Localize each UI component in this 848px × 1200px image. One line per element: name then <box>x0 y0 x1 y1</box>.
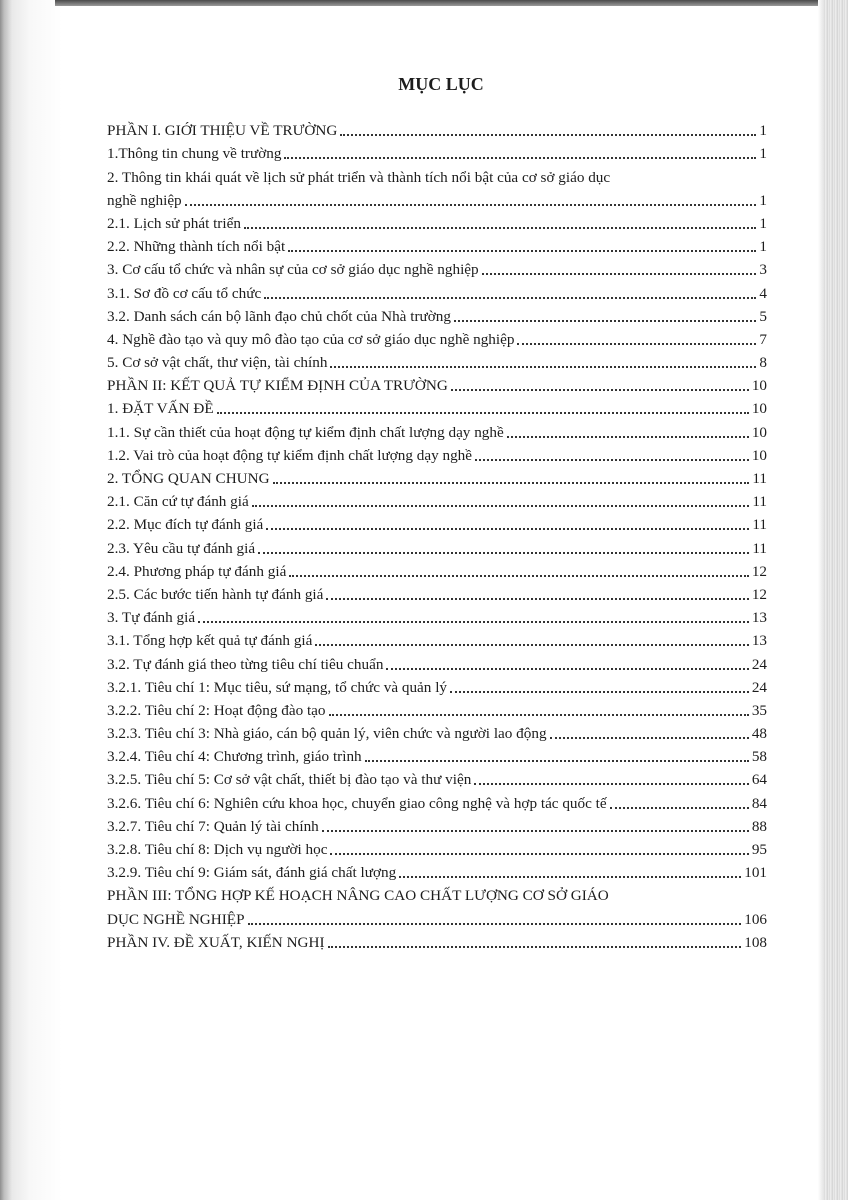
toc-dot-leader <box>252 505 750 507</box>
toc-entry[interactable] <box>107 279 767 302</box>
toc-entry[interactable] <box>107 163 767 209</box>
toc-entry-page-number: 24 <box>751 678 767 696</box>
toc-dot-leader <box>330 853 748 855</box>
toc-entry-page-number: 12 <box>751 585 767 603</box>
toc-dot-leader <box>288 250 756 252</box>
toc-entry-page-number: 58 <box>751 748 767 766</box>
toc-dot-leader <box>289 575 749 577</box>
toc-entry-page-number: 1 <box>759 145 767 163</box>
toc-entry-page-number: 84 <box>751 794 767 812</box>
scan-left-edge <box>0 0 62 1200</box>
toc-entry-label: 3. Tự đánh giá <box>107 609 196 627</box>
toc-entry-page-number: 10 <box>751 423 767 441</box>
toc-dot-leader <box>315 644 748 646</box>
toc-dot-leader <box>365 760 749 762</box>
toc-entry-label: 3.2.7. Tiêu chí 7: Quản lý tài chính <box>107 817 319 835</box>
toc-dot-leader <box>451 389 749 391</box>
toc-entry-label: 2.4. Phương pháp tự đánh giá <box>107 562 287 580</box>
toc-dot-leader <box>198 621 749 623</box>
toc-entry[interactable] <box>107 674 767 697</box>
toc-entry-page-number: 7 <box>759 330 767 348</box>
toc-dot-leader <box>482 273 757 275</box>
toc-entry-page-number: 12 <box>751 562 767 580</box>
toc-entry-page-number: 11 <box>752 516 767 534</box>
toc-entry[interactable] <box>107 697 767 720</box>
toc-entry-page-number: 11 <box>752 493 767 511</box>
toc-dot-leader <box>340 134 756 136</box>
toc-entry-label: 1.Thông tin chung về trường <box>107 145 282 163</box>
scan-top-edge <box>55 0 825 6</box>
toc-dot-leader <box>507 436 749 438</box>
toc-entry[interactable] <box>107 372 767 395</box>
toc-entry[interactable] <box>107 442 767 465</box>
toc-entry-page-number: 4 <box>759 284 767 302</box>
toc-entry-page-number: 10 <box>751 377 767 395</box>
toc-entry[interactable] <box>107 326 767 349</box>
toc-entry-page-number: 48 <box>751 725 767 743</box>
toc-list <box>107 117 767 952</box>
toc-entry[interactable] <box>107 836 767 859</box>
toc-dot-leader <box>248 923 742 925</box>
toc-entry-page-number: 24 <box>751 655 767 673</box>
toc-dot-leader <box>273 482 750 484</box>
toc-dot-leader <box>330 366 756 368</box>
toc-entry-page-number: 11 <box>752 470 767 487</box>
toc-entry[interactable] <box>107 488 767 511</box>
toc-entry-label: 2.3. Yêu cầu tự đánh giá <box>107 539 256 557</box>
toc-entry[interactable] <box>107 789 767 812</box>
toc-dot-leader <box>185 204 757 206</box>
toc-entry[interactable] <box>107 813 767 836</box>
toc-entry-label: 3.2. Tự đánh giá theo từng tiêu chí tiêu chuẩn <box>107 655 384 673</box>
toc-entry-label: 2.1. Lịch sử phát triển <box>107 214 241 232</box>
toc-dot-leader <box>386 668 748 670</box>
toc-entry-label: 1.1. Sự cần thiết của hoạt động tự kiểm định chất lượng dạy nghề <box>107 423 504 441</box>
toc-entry-page-number: 101 <box>744 864 767 882</box>
toc-entry-page-number: 8 <box>759 354 767 372</box>
toc-entry-page-number: 11 <box>752 539 767 557</box>
toc-entry-label: 3.2. Danh sách cán bộ lãnh đạo chủ chốt của Nhà trường <box>107 307 451 325</box>
toc-entry-label: DỤC NGHỀ NGHIỆP <box>107 910 245 928</box>
toc-entry[interactable] <box>107 233 767 256</box>
toc-entry-label: PHẦN II: KẾT QUẢ TỰ KIỂM ĐỊNH CỦA TRƯỜNG <box>107 377 448 395</box>
toc-dot-leader <box>454 320 756 322</box>
toc-entry-label: nghề nghiệp <box>107 191 182 209</box>
toc-entry-page-number: 64 <box>751 771 767 789</box>
toc-dot-leader <box>550 737 749 739</box>
toc-entry[interactable] <box>107 465 767 488</box>
toc-entry[interactable] <box>107 303 767 326</box>
toc-entry-label-line1: PHẦN III: TỔNG HỢP KẾ HOẠCH NÂNG CAO CHẤT LƯỢNG CƠ SỞ GIÁO <box>107 887 609 905</box>
toc-entry-label: 3.2.3. Tiêu chí 3: Nhà giáo, cán bộ quản lý, viên chức và người lao động <box>107 725 547 743</box>
toc-entry[interactable] <box>107 210 767 233</box>
toc-entry-label: 3.2.9. Tiêu chí 9: Giám sát, đánh giá chất lượng <box>107 864 397 882</box>
toc-title: MỤC LỤC <box>398 74 484 94</box>
toc-dot-leader <box>266 528 749 530</box>
toc-entry[interactable] <box>107 117 767 140</box>
toc-entry-label: 3.2.8. Tiêu chí 8: Dịch vụ người học <box>107 841 328 858</box>
toc-dot-leader <box>399 876 741 878</box>
toc-entry-label: 2. TỔNG QUAN CHUNG <box>107 470 270 487</box>
toc-entry-page-number: 108 <box>744 933 767 951</box>
toc-entry-page-number: 1 <box>759 191 767 209</box>
toc-entry-label: 1. ĐẶT VẤN ĐỀ <box>107 400 214 418</box>
toc-dot-leader <box>450 691 749 693</box>
toc-dot-leader <box>517 343 756 345</box>
toc-entry-label: 3.2.2. Tiêu chí 2: Hoạt động đào tạo <box>107 701 326 719</box>
toc-entry[interactable] <box>107 418 767 441</box>
toc-entry-label: 2.1. Căn cứ tự đánh giá <box>107 493 249 511</box>
toc-dot-leader <box>475 459 749 461</box>
toc-entry-label: 5. Cơ sở vật chất, thư viện, tài chính <box>107 354 328 372</box>
toc-entry-page-number: 95 <box>751 841 767 858</box>
toc-entry[interactable] <box>107 558 767 581</box>
toc-entry[interactable] <box>107 395 767 418</box>
toc-entry-label: 3. Cơ cấu tổ chức và nhân sự của cơ sở giáo dục nghề nghiệp <box>107 261 479 279</box>
toc-entry[interactable] <box>107 140 767 163</box>
toc-entry-page-number: 35 <box>751 701 767 719</box>
toc-entry[interactable] <box>107 581 767 604</box>
toc-entry-label: 2.2. Những thành tích nổi bật <box>107 238 286 256</box>
toc-entry-page-number: 1 <box>759 238 767 256</box>
toc-entry-label: 3.2.6. Tiêu chí 6: Nghiên cứu khoa học, chuyển giao công nghệ và hợp tác quốc tế <box>107 794 607 812</box>
toc-entry-label: PHẦN IV. ĐỀ XUẤT, KIẾN NGHỊ <box>107 933 325 951</box>
toc-entry-label: 3.2.4. Tiêu chí 4: Chương trình, giáo trình <box>107 748 362 766</box>
toc-entry[interactable] <box>107 627 767 650</box>
toc-entry-page-number: 3 <box>759 261 767 279</box>
toc-entry[interactable] <box>107 882 767 928</box>
toc-entry-page-number: 10 <box>751 400 767 418</box>
toc-dot-leader <box>258 552 749 554</box>
toc-dot-leader <box>264 297 756 299</box>
toc-entry-label: 3.1. Tổng hợp kết quả tự đánh giá <box>107 632 313 650</box>
toc-entry[interactable] <box>107 511 767 534</box>
toc-entry-label-line1: 2. Thông tin khái quát về lịch sử phát triển và thành tích nổi bật của cơ sở giáo dục <box>107 168 611 186</box>
toc-entry[interactable] <box>107 256 767 279</box>
toc-entry-label: 2.2. Mục đích tự đánh giá <box>107 516 264 534</box>
toc-dot-leader <box>474 783 749 785</box>
toc-entry[interactable] <box>107 859 767 882</box>
toc-dot-leader <box>329 714 749 716</box>
toc-dot-leader <box>217 412 749 414</box>
toc-entry-page-number: 13 <box>751 609 767 627</box>
toc-entry[interactable] <box>107 534 767 557</box>
toc-entry-page-number: 88 <box>751 817 767 835</box>
toc-entry-label: 3.2.5. Tiêu chí 5: Cơ sở vật chất, thiết bị đào tạo và thư viện <box>107 771 472 789</box>
toc-entry[interactable] <box>107 720 767 743</box>
toc-entry-page-number: 1 <box>759 214 767 232</box>
toc-entry[interactable] <box>107 743 767 766</box>
toc-entry-label: 2.5. Các bước tiến hành tự đánh giá <box>107 585 324 603</box>
toc-entry-label: PHẦN I. GIỚI THIỆU VỀ TRƯỜNG <box>107 122 338 140</box>
toc-dot-leader <box>326 598 748 600</box>
toc-entry-page-number: 13 <box>751 632 767 650</box>
toc-entry-label: 1.2. Vai trò của hoạt động tự kiểm định chất lượng dạy nghề <box>107 446 473 464</box>
toc-entry[interactable] <box>107 604 767 627</box>
toc-entry[interactable] <box>107 349 767 372</box>
toc-dot-leader <box>328 946 742 948</box>
toc-entry-label: 3.1. Sơ đồ cơ cấu tổ chức <box>107 284 262 302</box>
toc-dot-leader <box>322 830 749 832</box>
toc-dot-leader <box>244 227 756 229</box>
toc-dot-leader <box>610 807 749 809</box>
toc-entry-page-number: 5 <box>759 307 767 325</box>
toc-entry-page-number: 1 <box>759 122 767 140</box>
toc-entry-label: 4. Nghề đào tạo và quy mô đào tạo của cơ sở giáo dục nghề nghiệp <box>107 330 515 348</box>
toc-entry-page-number: 106 <box>744 910 767 928</box>
toc-entry-page-number: 10 <box>751 446 767 464</box>
toc-dot-leader <box>284 157 756 159</box>
toc-entry-label: 3.2.1. Tiêu chí 1: Mục tiêu, sứ mạng, tổ chức và quản lý <box>107 678 448 696</box>
scan-page-stack-edge <box>824 0 848 1200</box>
toc-entry[interactable] <box>107 929 767 952</box>
toc-entry[interactable] <box>107 650 767 673</box>
toc-page <box>107 74 767 952</box>
toc-entry[interactable] <box>107 766 767 789</box>
